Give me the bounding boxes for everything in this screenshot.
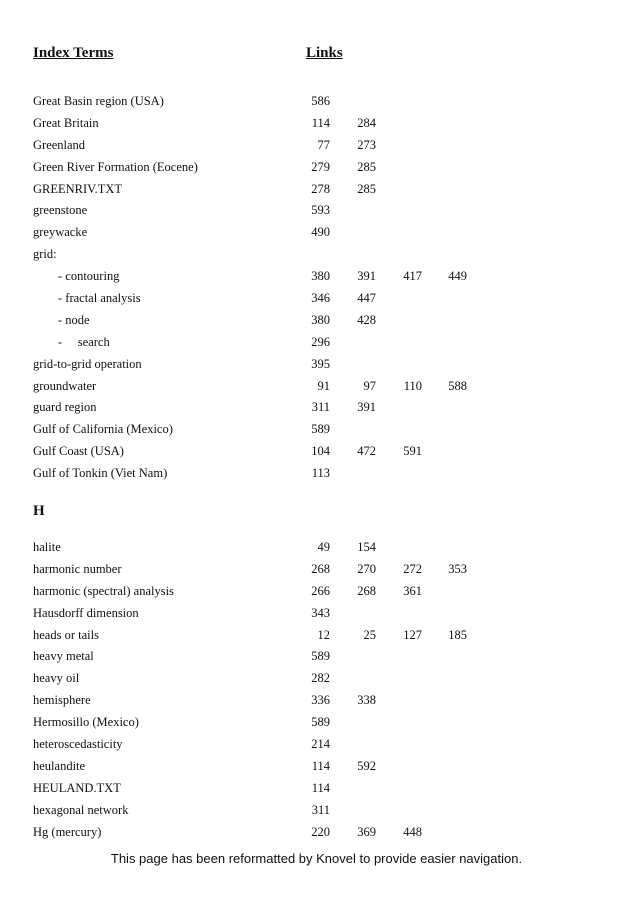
links-heading: Links xyxy=(306,45,343,61)
index-term: Great Britain xyxy=(33,115,99,130)
index-entry-row xyxy=(33,91,613,113)
index-term: - contouring xyxy=(58,269,120,284)
index-entry-row xyxy=(33,625,613,647)
index-subentry-row xyxy=(33,332,613,354)
index-term: heavy metal xyxy=(33,649,94,664)
page-link[interactable]: 395 xyxy=(311,356,330,371)
page-link[interactable]: 214 xyxy=(311,737,330,752)
index-term: GREENRIV.TXT xyxy=(33,181,123,196)
page-link[interactable]: 391 xyxy=(357,269,376,284)
page-link[interactable]: 266 xyxy=(311,583,330,598)
page-link[interactable]: 586 xyxy=(311,94,330,108)
page-link[interactable]: 114 xyxy=(311,758,330,773)
index-term: heteroscedasticity xyxy=(33,737,123,752)
page-link[interactable]: 353 xyxy=(448,561,467,576)
index-entry-row xyxy=(33,244,613,266)
index-entry-row xyxy=(33,778,613,800)
index-subentry-row xyxy=(33,288,613,310)
index-entry-row xyxy=(33,113,613,135)
index-entry-row xyxy=(33,376,613,398)
page-link[interactable]: 77 xyxy=(317,137,330,152)
page-link[interactable]: 91 xyxy=(317,378,330,393)
page-link[interactable]: 110 xyxy=(403,378,422,393)
index-term: harmonic (spectral) analysis xyxy=(33,583,174,598)
index-term: harmonic number xyxy=(33,561,122,576)
index-term: Gulf of California (Mexico) xyxy=(33,422,173,437)
index-subentry-row xyxy=(33,310,613,332)
index-term: hemisphere xyxy=(33,693,91,708)
index-entry-row xyxy=(33,603,613,625)
index-entry-row xyxy=(33,581,613,603)
index-term: Gulf of Tonkin (Viet Nam) xyxy=(33,466,168,481)
index-term: heads or tails xyxy=(33,627,99,642)
page-link[interactable]: 279 xyxy=(311,159,330,174)
page-link[interactable]: 588 xyxy=(448,378,467,393)
page-link[interactable]: 589 xyxy=(311,422,330,437)
page-link[interactable]: 311 xyxy=(311,400,330,415)
index-subentry-row xyxy=(33,266,613,288)
index-entry-row xyxy=(33,222,613,244)
page-link[interactable]: 114 xyxy=(311,780,330,795)
index-term: groundwater xyxy=(33,378,97,393)
page-link[interactable]: 268 xyxy=(311,561,330,576)
page-link[interactable]: 311 xyxy=(311,802,330,817)
index-term: - fractal analysis xyxy=(58,291,141,306)
page-link[interactable]: 12 xyxy=(317,627,330,642)
page-link[interactable]: 361 xyxy=(403,583,422,598)
page-link[interactable]: 592 xyxy=(357,758,376,773)
index-entry-row xyxy=(33,559,613,581)
index-header xyxy=(33,45,613,67)
page-link[interactable]: 448 xyxy=(403,824,422,839)
page-link[interactable]: 447 xyxy=(357,291,376,306)
knovel-footer-note: This page has been reformatted by Knovel to provide easier navigation. xyxy=(110,851,523,866)
index-entry-row xyxy=(33,712,613,734)
index-term: grid: xyxy=(33,247,57,262)
page-link[interactable]: 127 xyxy=(403,627,422,642)
index-entry-row xyxy=(33,135,613,157)
page-link[interactable]: 114 xyxy=(311,115,330,130)
page-link[interactable]: 296 xyxy=(311,334,330,349)
page-link[interactable]: 273 xyxy=(357,137,376,152)
page-link[interactable]: 380 xyxy=(311,312,330,327)
index-term: heavy oil xyxy=(33,671,80,686)
page-link[interactable]: 380 xyxy=(311,269,330,284)
page-link[interactable]: 428 xyxy=(357,312,376,327)
index-term: HEULAND.TXT xyxy=(33,780,121,795)
index-entry-row xyxy=(33,157,613,179)
page-link[interactable]: 472 xyxy=(357,444,376,459)
index-entry-row xyxy=(33,822,613,844)
page-link[interactable]: 490 xyxy=(311,225,330,240)
index-term: hexagonal network xyxy=(33,802,129,817)
page-link[interactable]: 346 xyxy=(311,291,330,306)
page-link[interactable]: 589 xyxy=(311,715,330,730)
page-link[interactable]: 104 xyxy=(311,444,330,459)
page-link[interactable]: 591 xyxy=(403,444,422,459)
page-link[interactable]: 284 xyxy=(357,115,376,130)
index-terms-heading: Index Terms xyxy=(33,45,114,61)
page-link[interactable]: 593 xyxy=(311,203,330,218)
index-term: Gulf Coast (USA) xyxy=(33,444,124,459)
index-entry-row xyxy=(33,690,613,712)
page-link[interactable]: 369 xyxy=(357,824,376,839)
index-entry-row xyxy=(33,419,613,441)
index-term: Hermosillo (Mexico) xyxy=(33,715,139,730)
index-entry-row xyxy=(33,734,613,756)
index-entry-row xyxy=(33,200,613,222)
page-link[interactable]: 417 xyxy=(403,269,422,284)
index-entry-row xyxy=(33,179,613,201)
index-entry-row xyxy=(33,668,613,690)
index-entry-row xyxy=(33,354,613,376)
index-entry-row xyxy=(33,537,613,559)
index-entry-row xyxy=(33,463,613,485)
index-list xyxy=(33,91,613,844)
page-link[interactable]: 220 xyxy=(311,824,330,839)
section-spacer xyxy=(33,485,613,500)
page-link[interactable]: 338 xyxy=(357,693,376,708)
index-term: grid-to-grid operation xyxy=(33,356,142,371)
page-link[interactable]: 25 xyxy=(363,627,376,642)
page-link[interactable]: 282 xyxy=(311,671,330,686)
page-link[interactable]: 97 xyxy=(363,378,376,393)
page-link[interactable]: 285 xyxy=(357,181,376,196)
page-link[interactable]: 278 xyxy=(311,181,330,196)
index-entry-row xyxy=(33,756,613,778)
page-link[interactable]: 336 xyxy=(311,693,330,708)
index-entry-row xyxy=(33,646,613,668)
index-term: heulandite xyxy=(33,758,86,773)
index-term: Great Basin region (USA) xyxy=(33,94,164,108)
page-link[interactable]: 113 xyxy=(311,466,330,481)
index-term: halite xyxy=(33,540,61,555)
page-link[interactable]: 49 xyxy=(317,540,330,555)
index-term: Greenland xyxy=(33,137,86,152)
index-term: guard region xyxy=(33,400,97,415)
index-term: Green River Formation (Eocene) xyxy=(33,159,198,174)
index-entry-row xyxy=(33,441,613,463)
page-link[interactable]: 272 xyxy=(403,561,422,576)
page-link[interactable]: 589 xyxy=(311,649,330,664)
page-link[interactable]: 391 xyxy=(357,400,376,415)
index-entry-row xyxy=(33,800,613,822)
index-term: greenstone xyxy=(33,203,88,218)
page-link[interactable]: 449 xyxy=(448,269,467,284)
page-link[interactable]: 285 xyxy=(357,159,376,174)
index-term: greywacke xyxy=(33,225,88,240)
section-letter-heading: H xyxy=(33,503,45,520)
index-term: Hg (mercury) xyxy=(33,824,102,839)
page-link[interactable]: 185 xyxy=(448,627,467,642)
index-term: - node xyxy=(58,312,90,327)
index-term: Hausdorff dimension xyxy=(33,605,139,620)
page-link[interactable]: 154 xyxy=(357,540,376,555)
index-entry-row xyxy=(33,397,613,419)
index-term: - search xyxy=(58,334,110,349)
page-link[interactable]: 270 xyxy=(357,561,376,576)
section-spacer xyxy=(33,522,613,537)
page-link[interactable]: 343 xyxy=(311,605,330,620)
page-link[interactable]: 268 xyxy=(357,583,376,598)
